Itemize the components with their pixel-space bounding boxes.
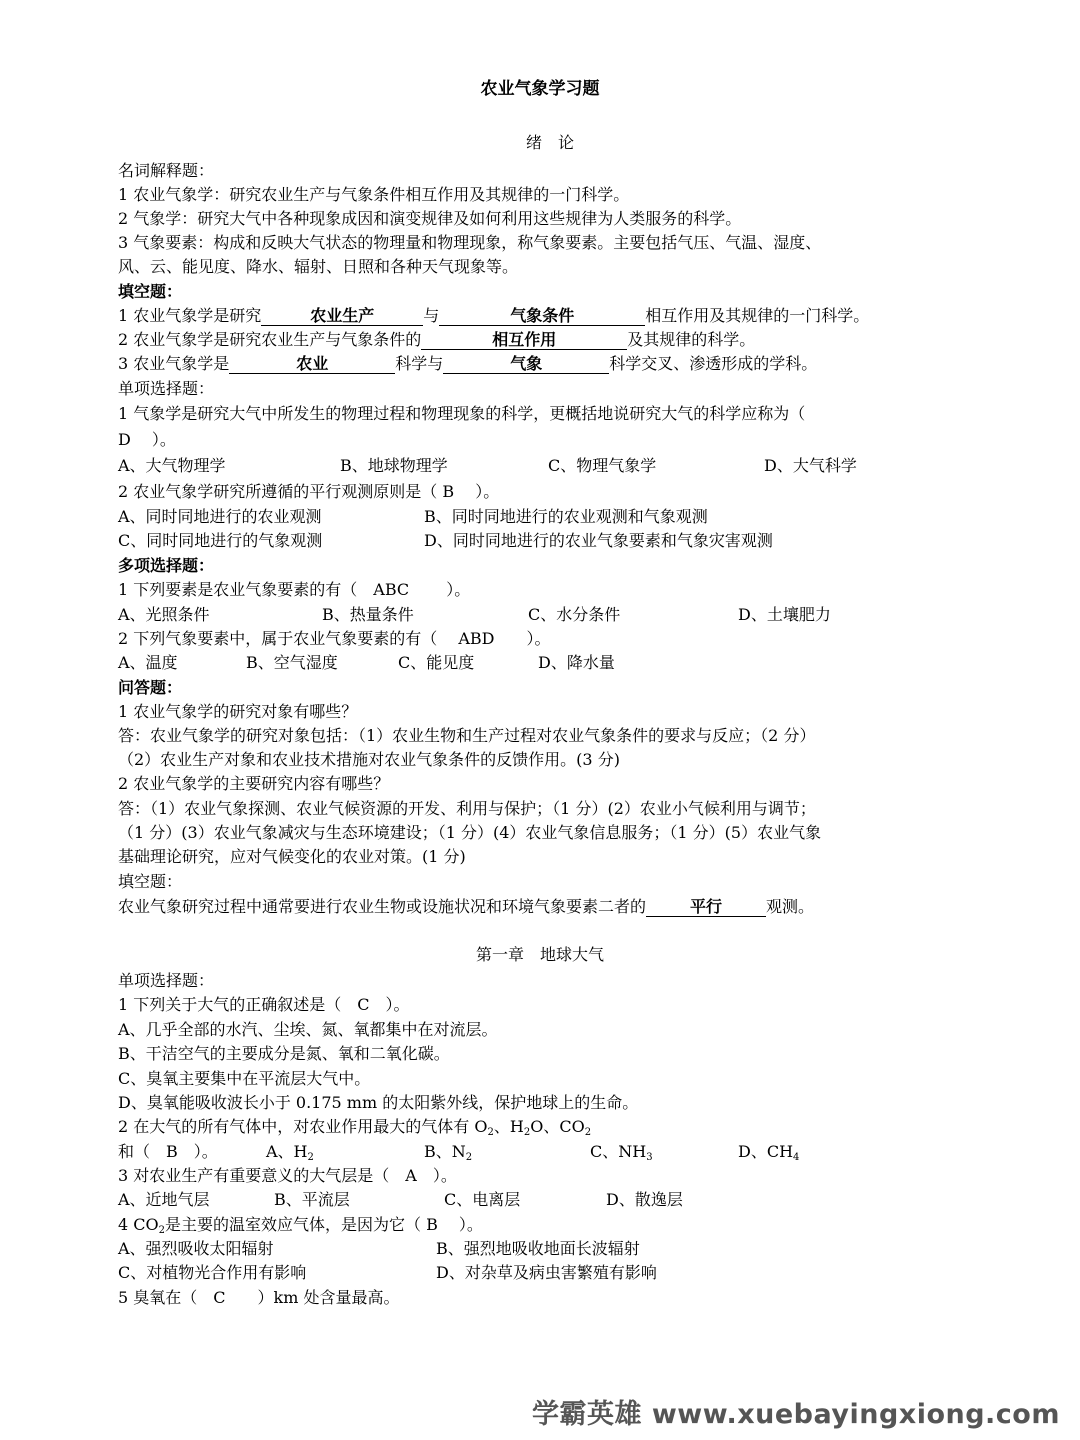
single-q2-option-d: D、同时同地进行的农业气象要素和气象灾害观测 bbox=[424, 531, 773, 550]
fill-q3-suffix: 科学交叉、渗透形成的学科。 bbox=[609, 354, 818, 373]
ch1-q4-suffix: 是主要的温室效应气体，是因为它（ B ）。 bbox=[165, 1215, 483, 1234]
ch1-q2-mid1: 、H bbox=[493, 1117, 524, 1136]
ch1-q4-option-c: C、对植物光合作用有影响 bbox=[118, 1263, 307, 1282]
ch1-q2-option-b-text: B、N bbox=[424, 1142, 466, 1161]
fill-q1-answer-1: 农业生产 bbox=[261, 306, 423, 326]
qa-label: 问答题： bbox=[118, 678, 183, 697]
multi-q1-option-a: A、光照条件 bbox=[118, 605, 210, 624]
single-q2-option-c: C、同时同地进行的气象观测 bbox=[118, 531, 323, 550]
ch1-q2-option-d-sub: 4 bbox=[793, 1152, 800, 1163]
fill-question-1 bbox=[118, 305, 869, 327]
multi-q2-option-c: C、能见度 bbox=[398, 653, 475, 672]
single-q1-option-c: C、物理气象学 bbox=[548, 456, 657, 475]
ch1-q3-option-c: C、电离层 bbox=[444, 1190, 521, 1209]
term-2: 2 气象学：研究大气中各种现象成因和演变规律及如何利用这些规律为人类服务的科学。 bbox=[118, 209, 742, 228]
ch1-q2-line1 bbox=[118, 1116, 591, 1138]
ch1-q3-option-b: B、平流层 bbox=[274, 1190, 350, 1209]
ch1-q2-option-c-sub: 3 bbox=[646, 1152, 653, 1163]
qa-line-5: 答：（1）农业气象探测、农业气候资源的开发、利用与保护；（1 分）(2）农业小气候利用与调节； bbox=[118, 799, 816, 818]
section-heading-intro: 绪 论 bbox=[525, 133, 574, 152]
qa-line-1: 1 农业气象学的研究对象有哪些？ bbox=[118, 702, 358, 721]
fill2-suffix: 观测。 bbox=[766, 897, 815, 916]
ch1-q2-o-sub: 2 bbox=[487, 1127, 494, 1138]
fill2-label: 填空题： bbox=[118, 872, 183, 891]
ch1-q1: 1 下列关于大气的正确叙述是（ C ）。 bbox=[118, 995, 410, 1014]
fill-question-2 bbox=[118, 329, 755, 351]
fill-question-3 bbox=[118, 353, 817, 375]
ch1-q2-option-a-text: A、H bbox=[266, 1142, 308, 1161]
ch1-q3-option-a: A、近地气层 bbox=[118, 1190, 210, 1209]
ch1-q2-option-d-text: D、CH bbox=[738, 1142, 794, 1161]
qa-line-3: （2）农业生产对象和农业技术措施对农业气象条件的反馈作用。(3 分) bbox=[118, 750, 620, 769]
single-q2: 2 农业气象学研究所遵循的平行观测原则是（ B ）。 bbox=[118, 482, 500, 501]
term-1: 1 农业气象学：研究农业生产与气象条件相互作用及其规律的一门科学。 bbox=[118, 185, 630, 204]
term-3: 3 气象要素：构成和反映大气状态的物理量和物理现象，称气象要素。主要包括气压、气温、湿度、 bbox=[118, 233, 822, 252]
ch1-q2-text: 2 在大气的所有气体中，对农业作用最大的气体有 O bbox=[118, 1117, 488, 1136]
multi-q1-option-c: C、水分条件 bbox=[528, 605, 621, 624]
ch1-q4-prefix: 4 CO bbox=[118, 1215, 159, 1234]
fill-q3-mid: 科学与 bbox=[395, 354, 444, 373]
ch1-q4-option-d: D、对杂草及病虫害繁殖有影响 bbox=[436, 1263, 657, 1282]
ch1-q2-option-c-text: C、NH bbox=[590, 1142, 647, 1161]
fill-q1-mid: 与 bbox=[423, 306, 440, 325]
fill-q2-answer: 相互作用 bbox=[421, 330, 627, 350]
single-q1-line2: D ）。 bbox=[118, 430, 176, 449]
multi-label: 多项选择题： bbox=[118, 556, 215, 575]
fill-label: 填空题： bbox=[118, 282, 183, 301]
fill-q2-suffix: 及其规律的科学。 bbox=[627, 330, 756, 349]
single-q2-option-b: B、同时同地进行的农业观测和气象观测 bbox=[424, 507, 708, 526]
ch1-q1-option-c: C、臭氧主要集中在平流层大气中。 bbox=[118, 1069, 371, 1088]
fill-q2-prefix: 2 农业气象学是研究农业生产与气象条件的 bbox=[118, 330, 422, 349]
multi-q2-option-d: D、降水量 bbox=[538, 653, 615, 672]
multi-q1-option-d: D、土壤肥力 bbox=[738, 605, 831, 624]
single-q1-option-d: D、大气科学 bbox=[764, 456, 857, 475]
ch1-q2-line2: 和（ B ）。 bbox=[118, 1142, 218, 1161]
ch1-q2-c-sub: 2 bbox=[584, 1127, 592, 1138]
single-label: 单项选择题： bbox=[118, 379, 215, 398]
ch1-q1-option-a: A、几乎全部的水汽、尘埃、氮、氧都集中在对流层。 bbox=[118, 1020, 498, 1039]
fill-q3-prefix: 3 农业气象学是 bbox=[118, 354, 230, 373]
fill2-prefix: 农业气象研究过程中通常要进行农业生物或设施状况和环境气象要素二者的 bbox=[118, 897, 647, 916]
multi-q2: 2 下列气象要素中，属于农业气象要素的有（ ABD ）。 bbox=[118, 629, 551, 648]
qa-line-2: 答：农业气象学的研究对象包括：（1）农业生物和生产过程对农业气象条件的要求与反应；（2 分） bbox=[118, 726, 816, 745]
document-title: 农业气象学习题 bbox=[480, 79, 600, 99]
watermark: 学霸英雄 www.xuebayingxiong.com bbox=[531, 1399, 1060, 1430]
ch1-q4 bbox=[118, 1214, 483, 1236]
fill-q1-answer-2: 气象条件 bbox=[439, 306, 645, 326]
single-q1-option-b: B、地球物理学 bbox=[340, 456, 448, 475]
ch1-q3: 3 对农业生产有重要意义的大气层是（ A ）。 bbox=[118, 1166, 457, 1185]
term-3-cont: 风、云、能见度、降水、辐射、日照和各种天气现象等。 bbox=[118, 257, 519, 276]
single-q1-line1: 1 气象学是研究大气中所发生的物理过程和物理现象的科学，更概括地说研究大气的科学应称为（ bbox=[118, 404, 806, 423]
ch1-q1-option-b: B、干洁空气的主要成分是氮、氧和二氧化碳。 bbox=[118, 1044, 450, 1063]
ch1-q4-option-b: B、强烈地吸收地面长波辐射 bbox=[436, 1239, 640, 1258]
fill-q3-answer-1: 农业 bbox=[229, 354, 395, 374]
ch1-q2-option-b-sub: 2 bbox=[465, 1152, 473, 1163]
single-q2-option-a: A、同时同地进行的农业观测 bbox=[118, 507, 322, 526]
chapter1-heading: 第一章 地球大气 bbox=[475, 945, 604, 964]
ch1-q1-option-d: D、臭氧能吸收波长小于 0.175 mm 的太阳紫外线，保护地球上的生命。 bbox=[118, 1093, 639, 1112]
ch1-q2-option-a-sub: 2 bbox=[307, 1152, 314, 1163]
terms-label: 名词解释题： bbox=[118, 161, 215, 180]
qa-line-4: 2 农业气象学的主要研究内容有哪些？ bbox=[118, 774, 390, 793]
ch1-q3-option-d: D、散逸层 bbox=[606, 1190, 683, 1209]
single-q1-option-a: A、大气物理学 bbox=[118, 456, 226, 475]
ch1-single-label: 单项选择题： bbox=[118, 971, 215, 990]
ch1-q2-h-sub: 2 bbox=[523, 1127, 531, 1138]
fill-q1-suffix: 相互作用及其规律的一门科学。 bbox=[645, 306, 870, 325]
multi-q2-option-a: A、温度 bbox=[118, 653, 178, 672]
ch1-q2-option-d bbox=[738, 1141, 799, 1163]
multi-q1-option-b: B、热量条件 bbox=[322, 605, 414, 624]
ch1-q2-option-a bbox=[266, 1141, 314, 1163]
ch1-q4-option-a: A、强烈吸收太阳辐射 bbox=[118, 1239, 274, 1258]
multi-q2-option-b: B、空气湿度 bbox=[246, 653, 338, 672]
ch1-q2-option-b bbox=[424, 1141, 472, 1163]
ch1-q4-sub: 2 bbox=[158, 1225, 165, 1236]
qa-line-6: （1 分）(3）农业气象减灾与生态环境建设；（1 分）(4）农业气象信息服务；（1 分）(5）农业气象 bbox=[118, 823, 822, 842]
fill2-question bbox=[118, 896, 814, 918]
fill2-answer: 平行 bbox=[646, 897, 766, 917]
ch1-q2-option-c bbox=[590, 1141, 653, 1163]
ch1-q2-mid2: O、CO bbox=[530, 1117, 585, 1136]
qa-line-7: 基础理论研究，应对气候变化的农业对策。(1 分) bbox=[118, 847, 466, 866]
fill-q1-prefix: 1 农业气象学是研究 bbox=[118, 306, 262, 325]
fill-q3-answer-2: 气象 bbox=[443, 354, 609, 374]
multi-q1: 1 下列要素是农业气象要素的有（ ABC ）。 bbox=[118, 580, 471, 599]
ch1-q5: 5 臭氧在（ C ）km 处含量最高。 bbox=[118, 1288, 400, 1307]
